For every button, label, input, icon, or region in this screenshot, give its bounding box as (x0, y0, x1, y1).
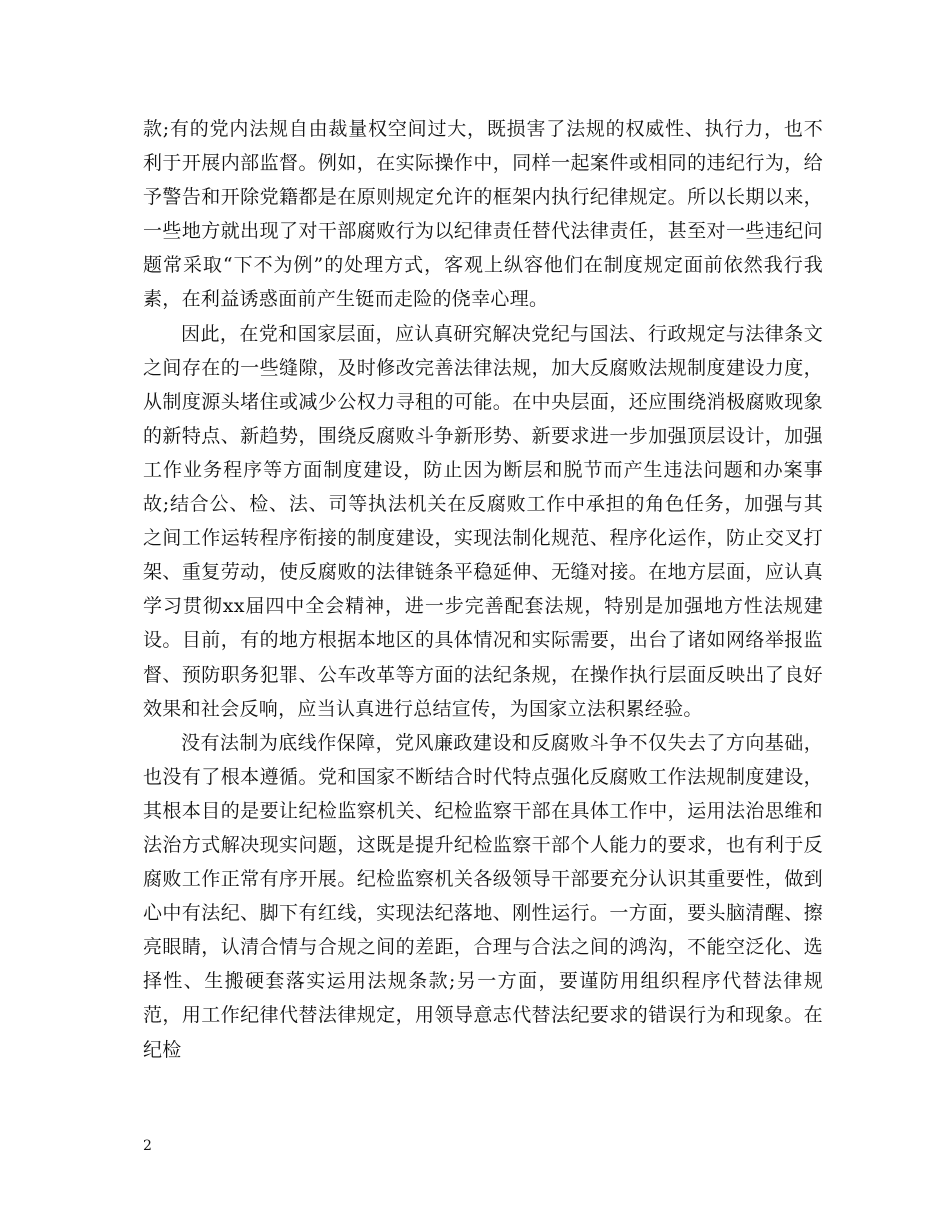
paragraph-3: 没有法制为底线作保障，党风廉政建设和反腐败斗争不仅失去了方向基础，也没有了根本遵循。党和国家不断结合时代特点强化反腐败工作法规制度建设，其根本目的是要让纪检监察机关、纪检监察干部在具体工作中，运用法治思维和法治方式解决现实问题，这既是提升纪检监察干部个人能力的要求，也有利于反腐败工作正常有序开展。纪检监察机关各级领导干部要充分认识其重要性，做到心中有法纪、脚下有红线，实现法纪落地、刚性运行。一方面，要头脑清醒、擦亮眼睛，认清合情与合规之间的差距，合理与合法之间的鸿沟，不能空泛化、选择性、生搬硬套落实运用法规条款;另一方面，要谨防用组织程序代替法律规范，用工作纪律代替法律规定，用领导意志代替法纪要求的错误行为和现象。在纪检 (143, 731, 823, 1061)
document-body (143, 112, 823, 1067)
paragraph-2: 因此，在党和国家层面，应认真研究解决党纪与国法、行政规定与法律条文之间存在的一些缝隙，及时修改完善法律法规，加大反腐败法规制度建设力度，从制度源头堵住或减少公权力寻租的可能。在中央层面，还应围绕消极腐败现象的新特点、新趋势，围绕反腐败斗争新形势、新要求进一步加强顶层设计，加强工作业务程序等方面制度建设，防止因为断层和脱节而产生违法问题和办案事故;结合公、检、法、司等执法机关在反腐败工作中承担的角色任务，加强与其之间工作运转程序衔接的制度建设，实现法制化规范、程序化运作，防止交叉打架、重复劳动，使反腐败的法律链条平稳延伸、无缝对接。在地方层面，应认真学习贯彻xx届四中全会精神，进一步完善配套法规，特别是加强地方性法规建设。目前，有的地方根据本地区的具体情况和实际需要，出台了诸如网络举报监督、预防职务犯罪、公车改革等方面的法纪条规，在操作执行层面反映出了良好效果和社会反响，应当认真进行总结宣传，为国家立法积累经验。 (143, 322, 823, 720)
page-number: 2 (143, 1138, 152, 1154)
paragraph-1: 款;有的党内法规自由裁量权空间过大，既损害了法规的权威性、执行力，也不利于开展内部监督。例如，在实际操作中，同样一起案件或相同的违纪行为，给予警告和开除党籍都是在原则规定允许的框架内执行纪律规定。所以长期以来，一些地方就出现了对干部腐败行为以纪律责任替代法律责任，甚至对一些违纪问题常采取“下不为例”的处理方式，客观上纵容他们在制度规定面前依然我行我素，在利益诱惑面前产生铤而走险的侥幸心理。 (143, 118, 823, 311)
